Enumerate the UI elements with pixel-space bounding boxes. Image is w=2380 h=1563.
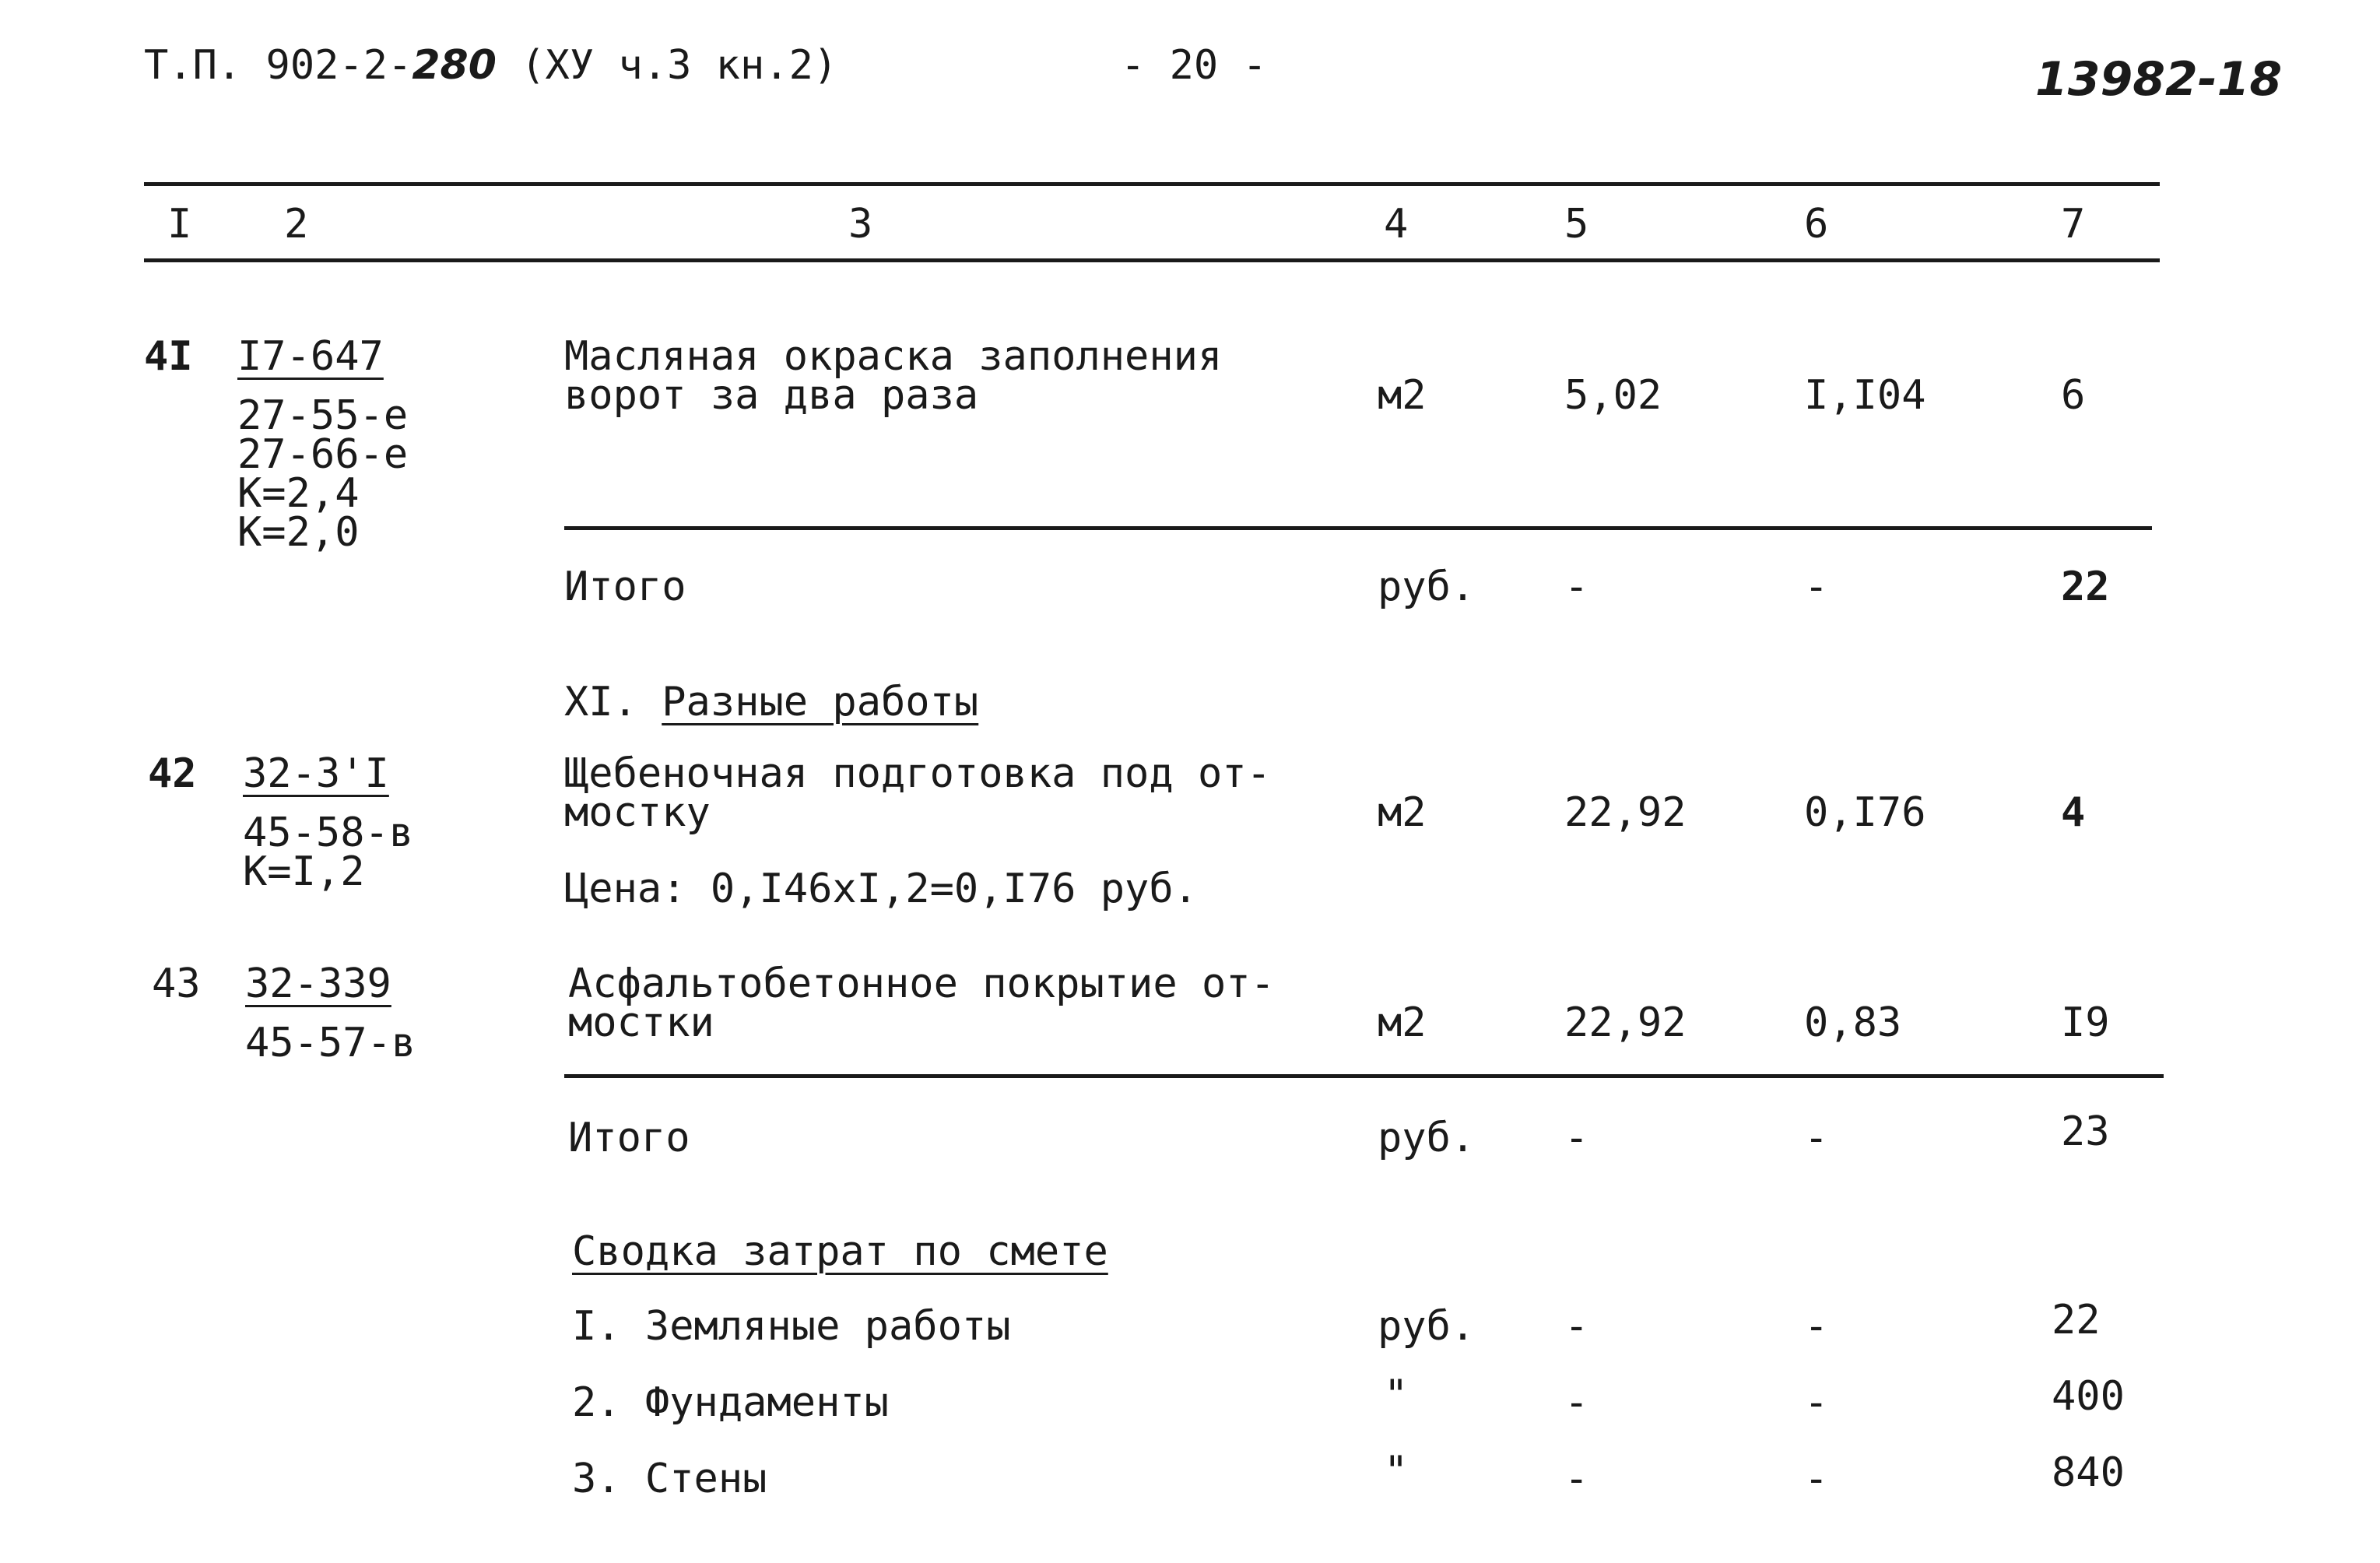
subtotal-label-2: Итого bbox=[568, 1115, 690, 1161]
row41-code-sub-1: 27-55-е bbox=[237, 392, 409, 439]
row42-price-note: Цена: 0,I46xI,2=0,I76 руб. bbox=[564, 866, 1198, 912]
subtotal-qty-2: - bbox=[1564, 1115, 1589, 1161]
subtotal-price-2: - bbox=[1804, 1115, 1829, 1161]
summary-item-2-label: 2. Фундаменты bbox=[572, 1379, 889, 1426]
row42-qty: 22,92 bbox=[1564, 789, 1687, 836]
summary-item-3-price: - bbox=[1804, 1456, 1829, 1502]
row41-qty: 5,02 bbox=[1564, 372, 1662, 419]
col-header-1: I bbox=[167, 201, 192, 248]
page-number: - 20 - bbox=[1121, 42, 1267, 89]
row43-desc-2: мостки bbox=[568, 999, 714, 1046]
subtotal-total-2: 23 bbox=[2061, 1108, 2110, 1155]
col-header-7: 7 bbox=[2061, 201, 2086, 248]
summary-item-1-qty: - bbox=[1564, 1303, 1589, 1350]
summary-item-2-unit: " bbox=[1384, 1372, 1409, 1418]
subtotal-rule-1 bbox=[564, 526, 2152, 530]
row42-unit: м2 bbox=[1378, 789, 1427, 836]
summary-item-3-qty: - bbox=[1564, 1456, 1589, 1502]
col-header-2: 2 bbox=[284, 201, 309, 248]
summary-item-3-unit: " bbox=[1384, 1448, 1409, 1495]
doc-prefix: Т.П. 902-2- bbox=[144, 42, 412, 89]
summary-item-2-price: - bbox=[1804, 1379, 1829, 1426]
row42-desc-2: мостку bbox=[564, 789, 711, 836]
row42-total: 4 bbox=[2061, 789, 2086, 836]
doc-reference bbox=[144, 42, 838, 89]
subtotal-rule-2 bbox=[564, 1074, 2164, 1078]
archive-number: 13982-18 bbox=[2035, 52, 2283, 107]
subtotal-price-1: - bbox=[1804, 564, 1829, 610]
row41-code-main: I7-647 bbox=[237, 333, 384, 380]
row43-code-sub-1: 45-57-в bbox=[245, 1020, 416, 1066]
summary-item-1-label: I. Земляные работы bbox=[572, 1303, 1011, 1350]
row42-number: 42 bbox=[148, 750, 197, 797]
row41-price: I,I04 bbox=[1804, 372, 1926, 419]
row41-code-sub-4: К=2,0 bbox=[237, 509, 360, 556]
col-header-6: 6 bbox=[1804, 201, 1829, 248]
subtotal-unit-1: руб. bbox=[1378, 564, 1476, 610]
row43-price: 0,83 bbox=[1804, 999, 1902, 1046]
section-title: Разные работы bbox=[662, 679, 979, 725]
row41-code-sub-2: 27-66-е bbox=[237, 431, 409, 478]
row41-desc-1: Масляная окраска заполнения bbox=[564, 333, 1223, 380]
row43-unit: м2 bbox=[1378, 999, 1427, 1046]
row43-qty: 22,92 bbox=[1564, 999, 1687, 1046]
subtotal-total-1: 22 bbox=[2061, 564, 2110, 610]
doc-number-handwritten: 280 bbox=[412, 42, 497, 89]
row43-code-main: 32-339 bbox=[245, 961, 391, 1007]
col-header-3: 3 bbox=[848, 201, 873, 248]
row43-desc-1: Асфальтобетонное покрытие от- bbox=[568, 961, 1275, 1007]
summary-item-3-label: 3. Стены bbox=[572, 1456, 767, 1502]
section-heading bbox=[564, 679, 979, 725]
row41-total: 6 bbox=[2061, 372, 2086, 419]
doc-suffix: (ХУ ч.3 кн.2) bbox=[496, 42, 838, 89]
col-header-5: 5 bbox=[1564, 201, 1589, 248]
table-top-rule bbox=[144, 182, 2160, 186]
row41-number: 4I bbox=[144, 333, 193, 380]
row42-code-sub-2: К=I,2 bbox=[243, 848, 365, 895]
row43-number: 43 bbox=[152, 961, 201, 1007]
row41-code-sub-3: К=2,4 bbox=[237, 470, 360, 517]
row42-code-main: 32-3'I bbox=[243, 750, 389, 797]
row42-price: 0,I76 bbox=[1804, 789, 1926, 836]
summary-item-3-total: 840 bbox=[2052, 1449, 2125, 1496]
summary-item-2-total: 400 bbox=[2052, 1373, 2125, 1420]
col-header-4: 4 bbox=[1384, 201, 1409, 248]
subtotal-label-1: Итого bbox=[564, 564, 686, 610]
summary-item-1-unit: руб. bbox=[1378, 1303, 1476, 1350]
row42-code-sub-1: 45-58-в bbox=[243, 810, 414, 856]
subtotal-unit-2: руб. bbox=[1378, 1115, 1476, 1161]
summary-title: Сводка затрат по смете bbox=[572, 1228, 1108, 1275]
row41-desc-2: ворот за два раза bbox=[564, 372, 979, 419]
section-number: XI. bbox=[564, 679, 637, 725]
row41-unit: м2 bbox=[1378, 372, 1427, 419]
summary-item-1-price: - bbox=[1804, 1303, 1829, 1350]
subtotal-qty-1: - bbox=[1564, 564, 1589, 610]
summary-item-2-qty: - bbox=[1564, 1379, 1589, 1426]
row42-desc-1: Щебеночная подготовка под от- bbox=[564, 750, 1271, 797]
row43-total: I9 bbox=[2061, 999, 2110, 1046]
table-header-rule bbox=[144, 258, 2160, 262]
summary-item-1-total: 22 bbox=[2052, 1297, 2101, 1343]
